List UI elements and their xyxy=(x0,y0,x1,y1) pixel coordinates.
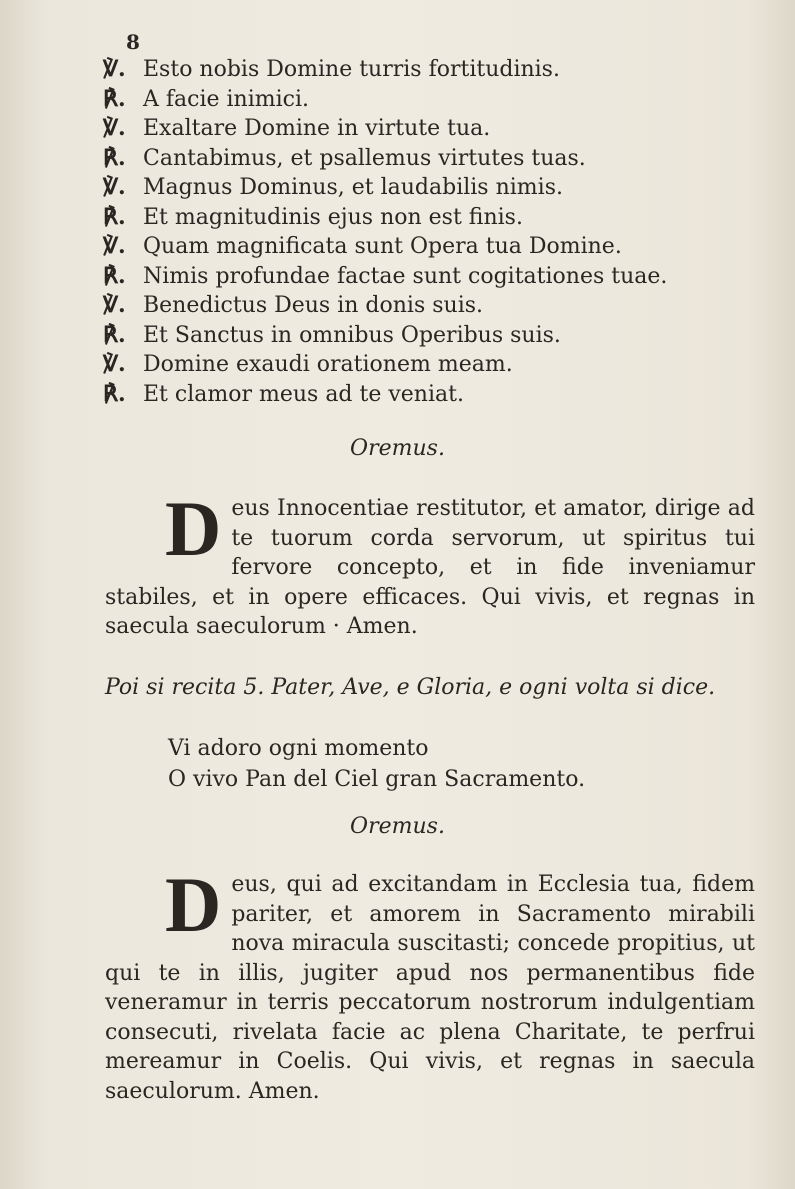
prayer-text: eus, qui ad excitandam in Ecclesia tua, fidem pariter, et amorem in Sacramento mirabili nova miracula suscitasti; concede propitius, ut qui te in illis, jugiter apud nos permanentibus fide veneramur in terris peccatorum nostrorum indulgentiam consecuti, rivelata facie ac plena Charitate, te perfrui mereamur in Coelis. Qui vivis, et regnas in saecula saeculorum. Amen. xyxy=(105,872,755,1104)
page-number: 8 xyxy=(126,30,140,54)
versicle-symbol: ℣. xyxy=(103,233,126,259)
versicle-line xyxy=(103,114,773,143)
versicle-line xyxy=(103,380,773,409)
versicle-line xyxy=(103,321,773,350)
versicle-line xyxy=(103,232,773,261)
versicle-symbol: ℣. xyxy=(103,174,126,200)
versicle-text: A facie inimici. xyxy=(143,86,309,112)
drop-cap-initial: D xyxy=(165,861,222,948)
versicle-line xyxy=(103,291,773,320)
prayer-paragraph xyxy=(105,861,755,1106)
rubric-instruction: Poi si recita 5. Pater, Ave, e Gloria, e ogni volta si dice. xyxy=(105,675,716,700)
versicle-text: Et clamor meus ad te veniat. xyxy=(143,381,464,407)
prayer-paragraph xyxy=(105,485,755,642)
versicle-text: Et magnitudinis ejus non est finis. xyxy=(143,204,523,230)
versicle-line xyxy=(103,55,773,84)
versicle-text: Esto nobis Domine turris fortitudinis. xyxy=(143,57,560,82)
versicle-text: Exaltare Domine in virtute tua. xyxy=(143,116,491,141)
versicle-line xyxy=(103,203,773,232)
versicle-text: Quam magnificata sunt Opera tua Domine. xyxy=(143,234,622,259)
versicle-symbol: ℟. xyxy=(103,380,126,407)
versicle-line xyxy=(103,350,773,379)
versicle-symbol: ℟. xyxy=(103,203,126,230)
versicle-line xyxy=(103,144,773,173)
versicle-line xyxy=(103,85,773,114)
versicle-text: Nimis profundae factae sunt cogitationes tuae. xyxy=(143,263,668,289)
couplet-line: Vi adoro ogni momento xyxy=(168,736,429,761)
versicle-symbol: ℟. xyxy=(103,144,126,171)
versicle-text: Domine exaudi orationem meam. xyxy=(143,352,513,377)
versicle-text: Benedictus Deus in donis suis. xyxy=(143,293,484,318)
versicle-symbol: ℣. xyxy=(103,115,126,141)
versicle-text: Magnus Dominus, et laudabilis nimis. xyxy=(143,175,563,200)
adoration-couplet xyxy=(168,733,585,795)
couplet-line: O vivo Pan del Ciel gran Sacramento. xyxy=(168,767,586,792)
prayer-text: eus Innocentiae restitutor, et amator, dirige ad te tuorum corda servorum, ut spiritus tui fervore concepto, et in fide inveniamur stabiles, et in opere efficaces. Qui vivis, et regnas in saecula saeculorum · Amen. xyxy=(105,496,755,639)
versicle-symbol: ℣. xyxy=(103,56,126,82)
oremus-heading: Oremus. xyxy=(350,814,445,839)
versicle-line xyxy=(103,262,773,291)
versicle-symbol: ℟. xyxy=(103,85,126,112)
versicle-line xyxy=(103,173,773,202)
versicle-symbol: ℣. xyxy=(103,351,126,377)
versicle-text: Cantabimus, et psallemus virtutes tuas. xyxy=(143,145,586,171)
oremus-heading: Oremus. xyxy=(350,436,445,461)
versicle-symbol: ℣. xyxy=(103,292,126,318)
versicle-symbol: ℟. xyxy=(103,321,126,348)
drop-cap-initial: D xyxy=(165,485,222,572)
versicle-symbol: ℟. xyxy=(103,262,126,289)
versicle-text: Et Sanctus in omnibus Operibus suis. xyxy=(143,322,561,348)
